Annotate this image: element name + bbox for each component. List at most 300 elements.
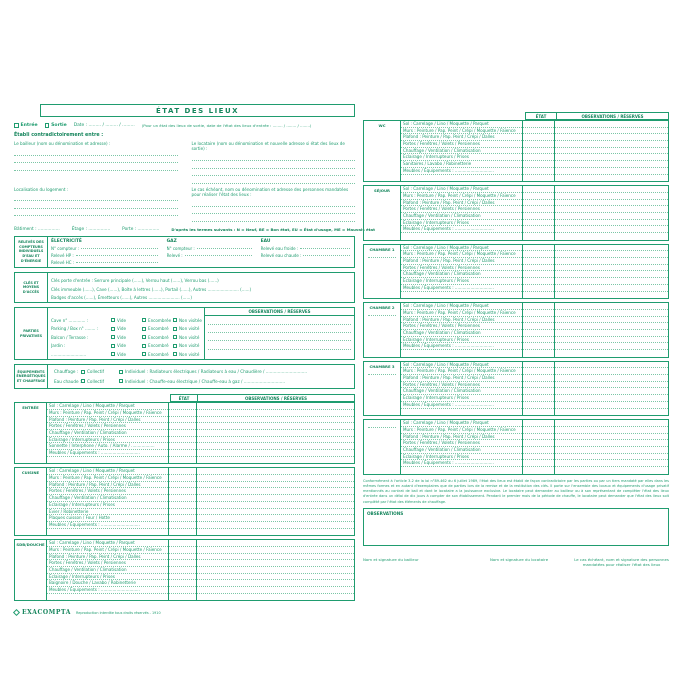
write-line [192,199,356,207]
room-table-chambre-1 [363,244,669,300]
room-item: Sol : Carrelage / Lino / Moquette / Parquet [47,540,168,547]
obs-cell [197,580,354,587]
etat-cell [523,427,554,434]
etat-cell [523,447,554,454]
obs-cell [555,141,668,148]
obs-cell [197,430,354,437]
checkbox-label: Individuel : Chauffe-eau électrique / Chauffe-eau à gaz / ............................... [125,378,286,384]
room-name-cell [15,540,47,600]
room-item: Sol : Carrelage / Lino / Moquette / Parquet [47,468,168,475]
write-line [14,156,178,164]
etat-cell [523,303,554,310]
private-option [142,326,173,331]
meter-line-label: Relevé : [166,252,183,258]
checkbox[interactable] [142,344,146,348]
etabli-label: Établi contradictoirement entre : [14,133,104,138]
obs-cell [197,547,354,554]
room-item: Chauffage / Ventilation / Climatisation [401,447,522,454]
private-obs-column [204,308,354,359]
room-item: Murs : Peinture / Pap. Peint / Crépi / Moquette / Faïence [47,475,168,482]
obs-cell [555,317,668,324]
room-item: Portes / Fenêtres / Volets / Persiennes [401,323,522,330]
etat-cell [523,154,554,161]
private-row [48,325,204,333]
obs-cell [555,330,668,337]
room-table-chambre-2 [363,302,669,358]
checkbox-label: Encombrée [148,317,172,323]
sortie-label: Sortie [51,123,67,128]
room-etat-column [523,420,555,474]
private-row [48,350,204,358]
keys-lines [48,273,354,303]
etat-cell [169,437,196,444]
etat-cell [169,547,196,554]
obs-cell [555,200,668,207]
room-items-column [401,186,523,240]
private-option [111,343,142,348]
room-item: Plafond : Peinture / Pap. Peint / Crépi / Dalles [401,200,522,207]
meter-line [51,258,159,265]
room-name-cell [15,403,47,463]
private-obs-line [208,325,351,333]
room-name-cell [364,362,401,416]
etat-cell [169,403,196,410]
keys-line [51,292,351,301]
etat-cell [169,515,196,522]
room-table-cuisine [14,467,355,536]
parties-block [14,141,355,184]
room-item: Meubles / Équipements : .............................. [47,587,168,594]
room-item: Portes / Fenêtres / Volets / Persiennes [47,488,168,495]
etat-cell [169,560,196,567]
room-item: Murs : Peinture / Pap. Peint / Crépi / Moquette / Faïence [47,410,168,417]
etat-cell [523,362,554,369]
write-line [192,214,356,222]
etat-cell [523,292,554,299]
etat-cell [169,554,196,561]
etat-cell [169,594,196,601]
private-option [173,343,204,348]
checkbox-label: Non visité [179,351,200,357]
bailleur-block [14,141,178,184]
private-row-label: Parking / Box n° ........ : [51,326,99,332]
etat-cell [169,482,196,489]
etat-cell [169,587,196,594]
etat-cell [523,161,554,168]
room-item: Portes / Fenêtres / Volets / Persiennes [401,440,522,447]
locataire-block [192,141,356,184]
obs-cell [555,402,668,409]
form-title: ÉTAT DES LIEUX [155,106,240,115]
obs-cell [555,375,668,382]
keys-line [51,283,351,292]
etat-cell [523,317,554,324]
room-item: Portes / Fenêtres / Volets / Persiennes [401,265,522,272]
meter-fill-line [81,248,157,249]
room-name: CUISINE [21,470,40,476]
etat-cell [523,278,554,285]
private-option [173,352,204,357]
checkbox-label: Collectif [87,369,104,375]
keys-line-text: Clés immeuble (......), Cave (......), Boîte à lettres (......), Portail (......), Autres ........................ (......) [51,286,252,292]
signature-locataire: Nom et signature du locataire [490,556,549,562]
mandataires-block [192,187,356,222]
checkbox-label: Non visitée [179,317,202,323]
obs-cell [555,168,668,175]
checkbox[interactable] [111,327,115,331]
room-etat-column [523,186,555,240]
room-item: Portes / Fenêtres / Volets / Persiennes [47,423,168,430]
observations-box [363,508,669,546]
etat-cell [523,368,554,375]
meter-line-label: N° compteur : [51,245,80,251]
checkbox-label: Non visité [179,334,200,340]
obs-cell [197,410,354,417]
room-item: Meubles / Équipements : .............................. [401,168,522,175]
room-item: Murs : Peinture / Pap. Peint / Crépi / Moquette / Faïence [401,368,522,375]
room-item: Sonnette / Interphone / Auto. / Alarme / .................. [47,443,168,450]
obs-cell [197,560,354,567]
checkbox[interactable] [173,327,177,331]
room-item-blank [401,467,522,474]
room-name: CHAMBRE 1 [369,246,395,252]
checkbox[interactable] [111,318,115,322]
checkbox[interactable] [111,352,115,356]
meter-fill-line [76,262,157,263]
obs-cell [197,417,354,424]
room-item: Murs : Peinture / Pap. Peint / Crépi / Moquette / Faïence [47,547,168,554]
etat-cell [523,375,554,382]
etat-cell [523,245,554,252]
checkbox[interactable] [173,344,177,348]
room-table-wc [363,120,669,182]
room-obs-column [555,245,668,299]
batiment-field: Bâtiment : ................ [14,226,60,232]
etat-cell [169,468,196,475]
etat-cell [169,430,196,437]
observations-title: OBSERVATIONS [367,510,404,516]
etat-cell [169,509,196,516]
room-item-blank [401,175,522,182]
exacompta-logo-icon [13,609,20,616]
meter-fill-line [303,255,350,256]
obs-cell [555,226,668,233]
room-obs-column [197,468,354,535]
etat-cell [169,475,196,482]
obs-cell [197,488,354,495]
checkbox[interactable] [81,379,85,383]
footer [14,609,355,616]
meter-line [167,244,253,251]
checkbox[interactable] [173,352,177,356]
private-row [48,316,204,324]
etat-cell [523,128,554,135]
sortie-option [45,123,67,128]
room-item: Portes / Fenêtres / Volets / Persiennes [401,206,522,213]
etat-cell [523,323,554,330]
etat-cell [523,388,554,395]
room-item: Sol : Carrelage / Lino / Moquette / Parquet [401,362,522,369]
checkbox-label: Vide [117,334,126,340]
obs-cell [197,495,354,502]
private-option [142,318,173,323]
etat-cell [169,567,196,574]
room-item: Chauffage / Ventilation / Climatisation [401,330,522,337]
etat-cell [523,440,554,447]
private-row-label: ........................... [51,351,87,357]
room-item: Portes / Fenêtres / Volets / Persiennes [401,141,522,148]
checkbox[interactable] [142,327,146,331]
termes-legend: D'après les termes suivants : N = Neuf, BE = Bon état, EU = État d'usage, ME = Mauvais état [171,226,376,232]
room-item: Sol : Carrelage / Lino / Moquette / Parquet [401,245,522,252]
obs-cell [555,343,668,350]
room-item: Meubles / Équipements : .............................. [401,402,522,409]
equipment-rows [48,365,354,388]
keys-line [51,275,351,284]
etat-cell [523,402,554,409]
room-item: Meubles / Équipements : .............................. [401,226,522,233]
room-item: Éclairage / Interrupteurs / Prises [401,154,522,161]
entree-label: Entrée [20,123,38,128]
meter-fill-line [300,248,350,249]
obs-cell [555,285,668,292]
room-name-line [368,422,396,428]
meter-line-label: Relevé HP : [51,252,74,258]
private-option [111,326,142,331]
checkbox[interactable] [142,318,146,322]
room-item: Meubles / Équipements : .............................. [401,343,522,350]
room-item: Murs : Peinture / Pap. Peint / Crépi / Moquette / Faïence [401,427,522,434]
meter-line-label: Relevé eau froide : [260,245,299,251]
checkbox[interactable] [173,335,177,339]
room-items-column [47,403,169,463]
location-block [14,187,355,222]
room-item: Plafond : Peinture / Pap. Peint / Crépi / Dalles [47,554,168,561]
private-option [142,352,173,357]
write-line [14,163,178,171]
obs-cell [555,128,668,135]
room-items-column [401,121,523,181]
private-row-label: Cave n° ............. : [51,317,89,323]
etat-cell [523,343,554,350]
footer-note: Reproduction interdite tous droits réservés - 1910 [76,610,161,615]
meter-fill-line [197,248,252,249]
room-name-cell [364,121,401,181]
obs-cell [555,440,668,447]
private-option [173,335,204,340]
etat-cell [169,540,196,547]
private-option [142,343,173,348]
room-item: Chauffage / Ventilation / Climatisation [47,430,168,437]
etat-cell [523,409,554,416]
obs-cell [555,395,668,402]
obs-cell [555,186,668,193]
meter-line-label: Relevé eau chaude : [260,252,302,258]
private-option [111,318,142,323]
obs-cell [197,437,354,444]
private-option [142,335,173,340]
legal-text: Conformément à l'article 3-2 de la loi n°89-462 du 6 juillet 1989, l'état des lieux est établi de façon contradictoire par les parties ou par un tiers mandaté par elles dans les mêmes formes et en autant d'exemplaires que de parties lors de la remise et de la restitution des clés. Il porte sur l'ensemble des locaux et équipements d'usage privatif mentionnés au contrat de bail et dont le locataire a la jouissance exclusive. Le locataire peut demander au bailleur ou à son représentant de compléter l'état des lieux d'entrée dans un délai de dix jours à compter de son établissement. Pendant le premier mois de la période de chauffe, le locataire peut demander que l'état des lieux soit complété par l'état des éléments de chauffage. [363,478,669,504]
obs-cell [197,502,354,509]
obs-cell [197,587,354,594]
etat-cell [523,141,554,148]
etat-cell [169,502,196,509]
room-item: Baignoire / Douche / Lavabo / Robinetterie [47,580,168,587]
meter-type-label: EAU [260,238,271,244]
etat-cell [169,495,196,502]
room-etat-column [169,403,197,463]
room-item-blank [47,594,168,601]
obs-cell [555,447,668,454]
form-title-box [40,104,355,117]
obs-cell [555,420,668,427]
room-obs-column [555,121,668,181]
etat-cell [523,213,554,220]
etat-cell [169,529,196,536]
etat-cell [523,193,554,200]
room-item: Meubles / Équipements : .............................. [47,522,168,529]
checkbox-label: Vide [117,326,126,332]
checkbox-label: Vide [117,317,126,323]
room-item: Murs : Peinture / Pap. Peint / Crépi / Moquette / Faïence [401,251,522,258]
checkbox[interactable] [119,379,123,383]
etat-cell [523,258,554,265]
obs-cell [555,213,668,220]
building-row [14,226,376,232]
checkbox[interactable] [142,335,146,339]
room-name: CHAMBRE 2 [369,305,395,311]
obs-cell [555,265,668,272]
obs-cell [555,245,668,252]
porte-field: Porte : ................ [122,226,160,232]
obs-cell [555,233,668,240]
form-page-1 [14,104,376,617]
write-line [14,209,178,217]
keys-line-text: Badges d'accès (......), Émetteurs (......), Autres ........................ (......) [51,295,192,301]
room-name-cell [364,186,401,240]
private-option [111,352,142,357]
obs-cell [555,434,668,441]
room-name: SÉJOUR [374,188,390,194]
private-row [48,333,204,341]
checkbox[interactable] [173,318,177,322]
obs-cell [555,278,668,285]
write-line [192,161,356,169]
room-obs-column [555,420,668,474]
obs-cell [555,161,668,168]
etat-cell [169,417,196,424]
etat-cell [523,382,554,389]
sortie-checkbox[interactable] [45,123,50,128]
room-item: Plafond : Peinture / Pap. Peint / Crépi / Dalles [401,258,522,265]
room-item-blank [47,529,168,536]
date-field: Date : ......... / ......... / ......... [73,123,135,128]
etat-cell [523,134,554,141]
obs-cell [197,594,354,601]
room-item-blank [401,292,522,299]
room-table-sejour [363,185,669,241]
entry-exit-row [14,123,355,128]
room-item: Plafond : Peinture / Pap. Peint / Crépi / Dalles [401,375,522,382]
room-table-extra [363,419,669,475]
checkbox-label: Non visité [179,343,200,349]
room-name: ENTRÉE [22,405,39,411]
private-option [173,318,204,323]
obs-cell [555,220,668,227]
etat-cell [169,423,196,430]
room-item: Plafond : Peinture / Pap. Peint / Crépi / Dalles [47,482,168,489]
room-item: Éclairage / Interrupteurs / Prises [401,395,522,402]
etat-cell [523,175,554,182]
private-row-label: Jardin : [51,343,66,349]
signature-mandataires: Le cas échéant, nom et signature des personnes mandatées pour réaliser l'état des lieux [574,556,669,567]
etat-cell [523,330,554,337]
private-obs-header: OBSERVATIONS / RÉSERVES [205,308,354,316]
etat-cell [523,265,554,272]
obs-cell [197,515,354,522]
checkbox-label: Collectif [87,378,104,384]
room-obs-column [555,303,668,357]
room-items-column [401,362,523,416]
room-item: Murs : Peinture / Pap. Peint / Crépi / Moquette / Faïence [401,193,522,200]
room-item: Éclairage / Interrupteurs / Prises [47,502,168,509]
etat-cell [523,350,554,357]
etat-cell [523,467,554,474]
checkbox[interactable] [119,370,123,374]
room-item: Meubles / Équipements : .............................. [401,460,522,467]
entree-checkbox[interactable] [14,123,19,128]
meter-line [51,244,159,251]
room-etat-column [523,245,555,299]
private-parts-table [14,307,355,360]
obs-cell [555,148,668,155]
room-item: Chauffage / Ventilation / Climatisation [401,388,522,395]
obs-cell [197,529,354,536]
checkbox[interactable] [111,344,115,348]
locataire-label: Le locataire (nom ou dénomination et nouvelle adresse si état des lieux de sortie) : [191,141,345,152]
room-item: Chauffage / Ventilation / Climatisation [47,567,168,574]
private-obs-line [208,341,351,349]
room-item: Éclairage / Interrupteurs / Prises [401,278,522,285]
room-item: Chauffage / Ventilation / Climatisation [401,271,522,278]
etat-cell [523,206,554,213]
obs-cell [555,388,668,395]
room-item: Chauffage / Ventilation / Climatisation [401,213,522,220]
etat-cell [523,395,554,402]
write-line [192,176,356,184]
write-line [14,194,178,202]
obs-cell [555,362,668,369]
obs-cell [197,567,354,574]
checkbox-label: Encombré [148,326,169,332]
room-item: Éclairage / Interrupteurs / Prises [401,454,522,461]
obs-cell [555,310,668,317]
room-item: Plaques cuisson / Four / Hotte [47,515,168,522]
checkbox[interactable] [111,335,115,339]
checkbox-label: Vide [117,351,126,357]
equipment-row [51,367,351,377]
meter-column [261,239,351,265]
meter-line-label: Relevé HC : [51,259,75,265]
rooms-header-right [525,112,669,120]
checkbox[interactable] [142,352,146,356]
meters-columns [48,237,354,267]
checkbox[interactable] [81,370,85,374]
room-obs-column [197,403,354,463]
exit-date-note: (Pour un état des lieux de sortie, date de l'état des lieux d'entrée : ........ / ........ / ........) [141,123,312,128]
etage-field: Étage : ................ [71,226,111,232]
etat-cell [169,443,196,450]
